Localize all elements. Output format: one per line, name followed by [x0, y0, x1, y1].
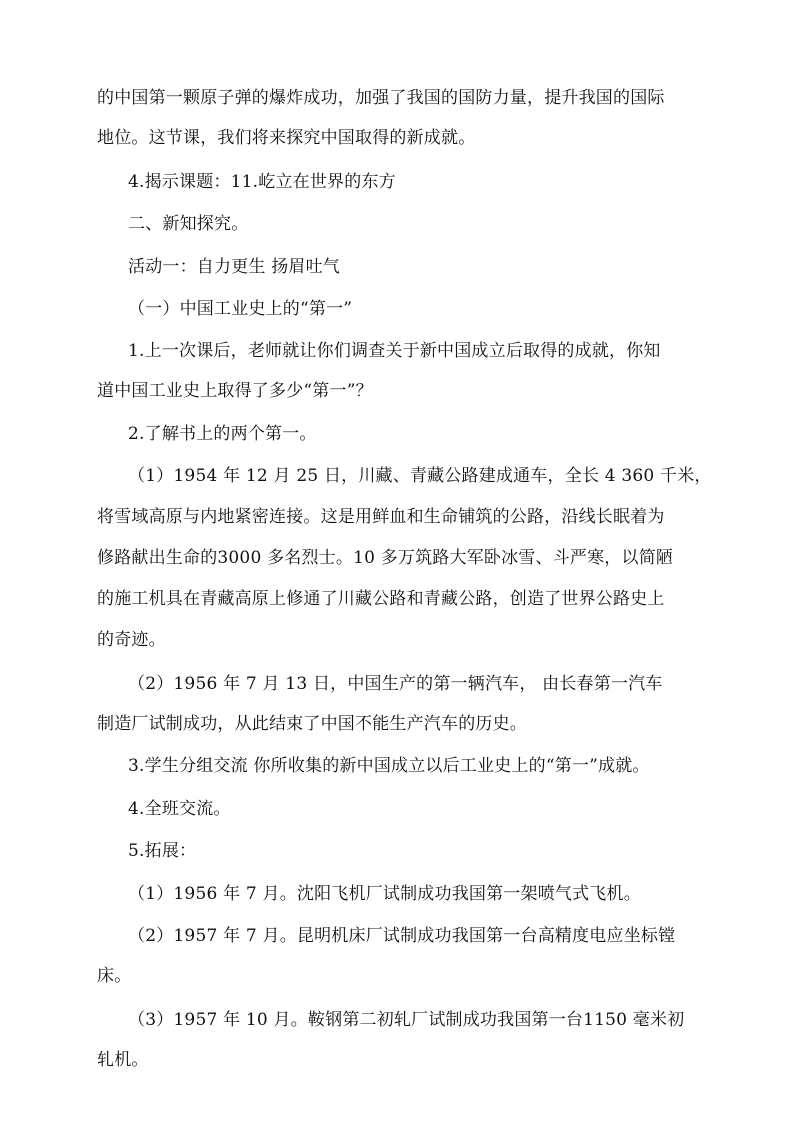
- heading-activity-one: 活动一：自力更生 扬眉吐气: [128, 257, 341, 277]
- heading-subsection-one: （一）中国工业史上的“第一”: [128, 299, 353, 319]
- text-line-7: 1.上一次课后，老师就让你们调查关于新中国成立后取得的成就，你知: [128, 341, 661, 361]
- text-line-8: 道中国工业史上取得了多少“第一”？: [97, 381, 373, 401]
- text-line-14: 的奇迹。: [97, 630, 166, 650]
- text-line-23: （3）1957 年 10 月。鞍钢第二初轧厂试制成功我国第一台1150 毫米初: [128, 1010, 685, 1030]
- text-line-22: 床。: [97, 966, 132, 986]
- text-line-20: （1）1956 年 7 月。沈阳飞机厂试制成功我国第一架喷气式飞机。: [128, 884, 641, 904]
- text-line-24: 轧机。: [97, 1050, 149, 1070]
- text-line-13: 的施工机具在青藏高原上修通了川藏公路和青藏公路，创造了世界公路史上: [97, 589, 665, 609]
- text-line-2: 地位。这节课，我们将来探究中国取得的新成就。: [97, 128, 476, 148]
- heading-section-two: 二、新知探究。: [128, 214, 249, 234]
- text-line-10: （1）1954 年 12 月 25 日，川藏、青藏公路建成通车，全长 4 360 千米，: [128, 466, 712, 486]
- text-line-21: （2）1957 年 7 月。昆明机床厂试制成功我国第一台高精度电应坐标镗: [128, 926, 676, 946]
- text-line-9: 2.了解书上的两个第一。: [128, 424, 317, 444]
- text-line-16: 制造厂试制成功，从此结束了中国不能生产汽车的历史。: [97, 714, 527, 734]
- text-line-12: 修路献出生命的3000 多名烈士。10 多万筑路大军卧冰雪、斗严寒，以简陋: [97, 548, 674, 568]
- text-line-17: 3.学生分组交流 你所收集的新中国成立以后工业史上的“第一”成就。: [128, 756, 650, 776]
- text-line-11: 将雪域高原与内地紧密连接。这是用鲜血和生命铺筑的公路，沿线长眠着为: [97, 507, 665, 527]
- text-line-18: 4.全班交流。: [128, 799, 231, 819]
- heading-lesson-topic: 4.揭示课题：11.屹立在世界的东方: [128, 172, 396, 192]
- text-line-15: （2）1956 年 7 月 13 日，中国生产的第一辆汽车， 由长春第一汽车: [128, 674, 663, 694]
- text-line-19: 5.拓展：: [128, 841, 197, 861]
- text-line-1: 的中国第一颗原子弹的爆炸成功，加强了我国的国防力量，提升我国的国际: [97, 88, 665, 108]
